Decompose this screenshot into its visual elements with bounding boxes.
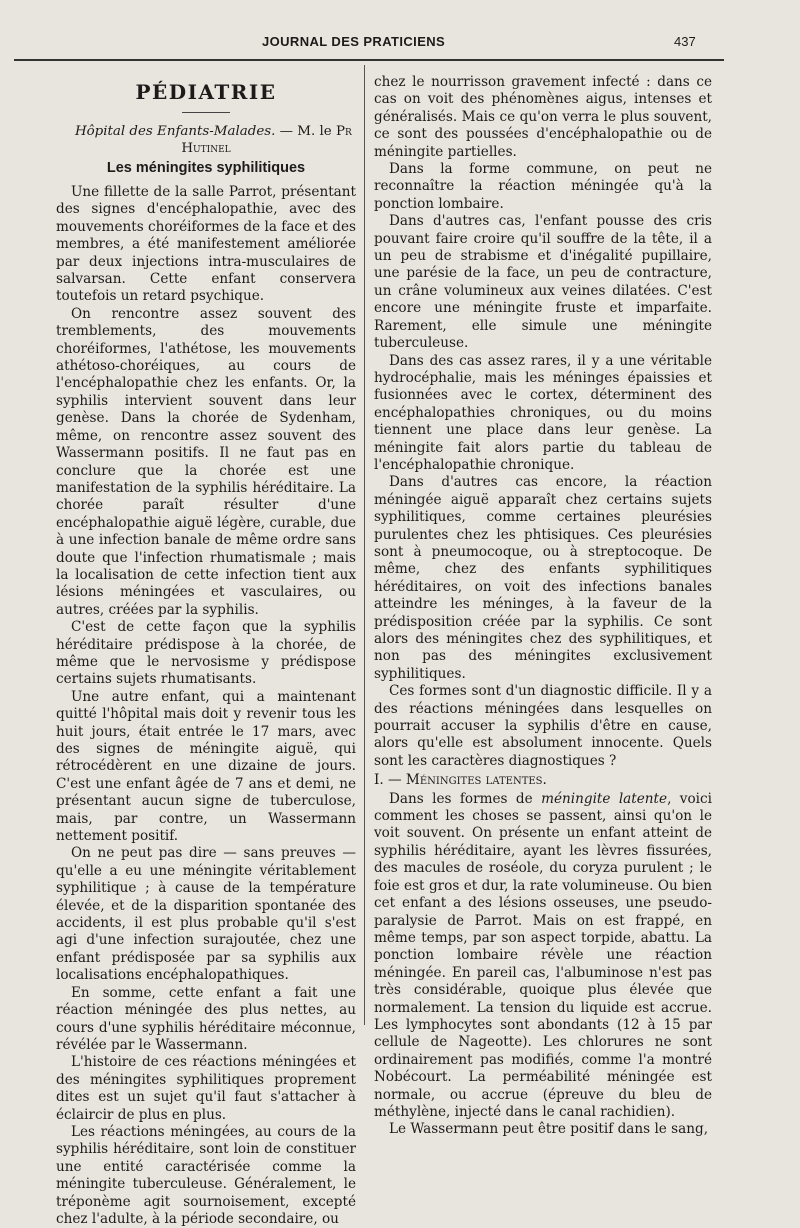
byline [56,123,356,157]
page-header [0,0,800,64]
running-title: JOURNAL DES PRATICIENS [262,34,446,49]
paragraph: Une fillette de la salle Parrot, présentant des signes d'encéphalopathie, avec des mouvements choréiformes de la face et des membres, a été manifestement améliorée par deux injections intra-musculaires de salvarsan. Cette enfant conservera toutefois un retard psychique. [56,184,356,305]
page-number: 437 [674,34,696,49]
latent-intro: Dans les formes de [388,790,542,807]
paragraph-latent [374,791,712,1122]
subheading-latent: I. — Méningites latentes. [374,772,547,789]
paragraph: Dans d'autres cas, l'enfant pousse des cris pouvant faire croire qu'il souffre de la tête, il a un peu de strabisme et d'inégalité pupillaire, une parésie de la face, un peu de contracture, un crâne volumineux aux veines dilatées. C'est encore une méningite fruste et imparfaite. Rarement, elle simule une méningite tuberculeuse. [374,213,712,352]
paragraph: Le Wassermann peut être positif dans le sang, [388,1121,709,1138]
left-column [56,74,356,1228]
byline-separator: — M. le [275,124,336,139]
byline-author: Pr Hutinel [181,124,352,156]
paragraph: On ne peut pas dire — sans preuves — qu'elle a eu une méningite véritablement syphilitique ; à cause de la température élevée, et de la disparition spontanée des accidents, il est plus probable qu'il s'est agi d'une infection surajoutée, chez une enfant prédisposée par sa syphilis aux localisations encéphalopathiques. [56,845,356,984]
paragraph: Dans d'autres cas encore, la réaction méningée aiguë apparaît chez certains sujets syphilitiques, comme certaines pleurésies purulentes chez les phtisiques. Ces pleurésies sont à pneumocoque, ou à streptocoque. De même, chez des enfants syphilitiques héréditaires, on voit des infections banales atteindre les méninges, à la faveur de la prédisposition créée par la syphilis. Ce sont alors des méningites chez des syphilitiques, et non pas des méningites exclusivement syphilitiques. [374,474,712,682]
paragraph: En somme, cette enfant a fait une réaction méningée des plus nettes, au cours d'une syphilis héréditaire méconnue, révélée par le Wassermann. [56,984,356,1053]
latent-body: , voici comment les choses se passent, ainsi qu'on le voit souvent. On présente un enfant atteint de syphilis héréditaire, ayant les lèvres fissurées, des macules de roséole, du coryza purulent ; le foie est gros et dur, la rate volumineuse. Ou bien cet enfant a des lésions osseuses, une pseudo-paralysie de Parrot. Mais on est frappé, en même temps, par son aspect torpide, abattu. La ponction lombaire révèle une réaction méningée. En pareil cas, l'albuminose n'est pas très considérable, quoique plus élevée que normalement. La tension du liquide est accrue. Les lymphocytes sont abondants (12 à 15 par cellule de Nageotte). Les chlorures ne sont ordinairement pas modifiés, comme l'a montré Nobécourt. La perméabilité méningée est normale, ou accrue (épreuve du bleu de méthylène, injecté dans le canal rachidien). [374,790,712,1120]
title-rule [182,112,230,113]
paragraph: Ces formes sont d'un diagnostic difficile. Il y a des réactions méningées dans lesquelles on pourrait accuser la syphilis d'être en cause, alors qu'elle est absolument innocente. Quels sont les caractères diagnostiques ? [374,683,712,769]
paragraph: Une autre enfant, qui a maintenant quitté l'hôpital mais doit y revenir tous les huit jours, était entrée le 17 mars, avec des signes de méningite aiguë, qui rétrocédèrent en une dizaine de jours. C'est une enfant âgée de 7 ans et demi, ne présentant aucun signe de tuberculose, mais, par contre, un Wassermann nettement positif. [56,688,356,845]
section-title: PÉDIATRIE [135,80,277,104]
paragraph: Dans la forme commune, on peut ne reconnaître la réaction méningée qu'à la ponction lombaire. [374,161,712,212]
paragraph: On rencontre assez souvent des tremblements, des mouvements choréiformes, l'athétose, les mouvements athétoso-choréiques, au cours de l'encéphalopathie chez les enfants. Or, la syphilis intervient souvent dans leur genèse. Dans la chorée de Sydenham, même, on rencontre assez souvent des Wassermann positifs. Il ne faut pas en conclure que la chorée est une manifestation de la syphilis héréditaire. La chorée paraît résulter d'une encéphalopathie aiguë légère, curable, due à une infection banale de même ordre sans doute que l'infection rhumatismale ; mais la localisation de cette infection tient aux lésions méningées et vasculaires, ou autres, créées par la syphilis. [56,305,356,618]
byline-hospital: Hôpital des Enfants-Malades. [74,124,276,139]
paragraph-continued: chez le nourrisson gravement infecté : dans ce cas on voit des phénomènes aigus, intenses et généralisés. Mais ce qu'on verra le plus souvent, ce sont des poussées d'encéphalopathie ou de méningite partielles. [374,74,712,160]
article-title: Les méningites syphilitiques [106,160,306,176]
column-divider [364,65,365,1025]
right-column [374,74,712,1139]
paragraph: C'est de cette façon que la syphilis héréditaire prédispose à la chorée, de même que le nervosisme y prédispose certains sujets rhumatisants. [56,619,356,688]
paragraph: Dans des cas assez rares, il y a une véritable hydrocéphalie, mais les méninges épaissies et fusionnées avec le cortex, déterminent des encéphalopathies chroniques, ou du moins tiennent une place dans leur genèse. La méningite fait alors partie du tableau de l'encéphalopathie chronique. [374,352,712,473]
latent-emphasis: méningite latente [541,790,668,807]
paragraph: L'histoire de ces réactions méningées et des méningites syphilitiques proprement dites est un sujet qu'il faut s'attacher à éclaircir de plus en plus. [56,1054,356,1123]
paragraph: Les réactions méningées, au cours de la syphilis héréditaire, sont loin de constituer une entité caractérisée comme la méningite tuberculeuse. Généralement, le tréponème agit sournoisement, excepté chez l'adulte, à la période secondaire, ou [56,1123,356,1227]
header-rule [14,59,724,61]
